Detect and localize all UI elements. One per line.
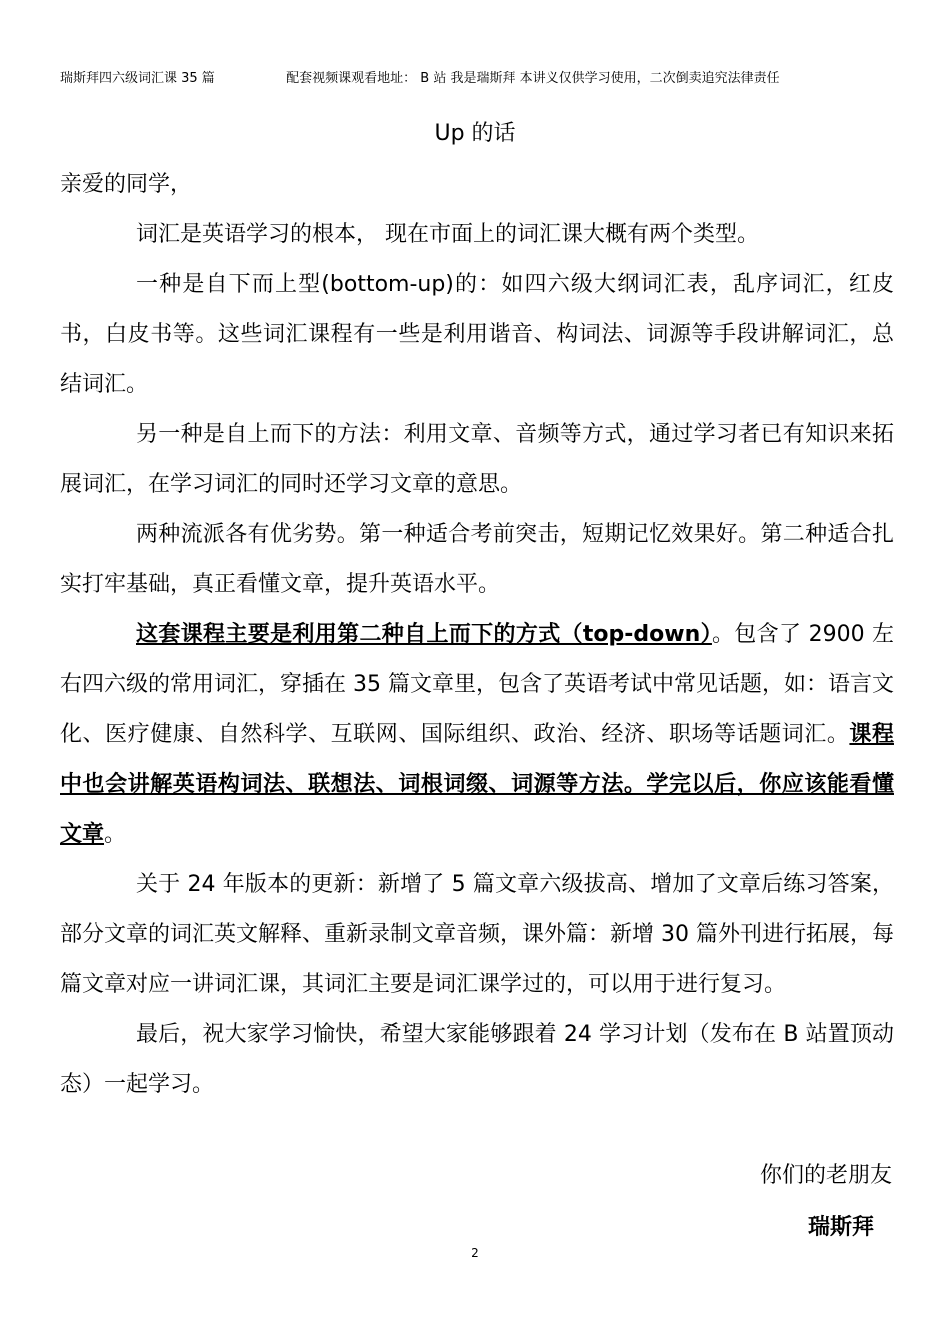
page-header (60, 70, 910, 88)
emphasis-course-outcome: 课程中也会讲解英语构词法、联想法、词根词缀、词源等方法。学完以后，你应该能看懂文章 (60, 722, 894, 847)
paragraph-bottom-up: 一种是自下而上型(bottom-up)的：如四六级大纲词汇表，乱序词汇，红皮书，白皮书等。这些词汇课程有一些是利用谐音、构词法、词源等手段讲解词汇，总结词汇。 (60, 272, 894, 397)
greeting: 亲爱的同学， (60, 172, 193, 197)
paragraph-closing-wish: 最后，祝大家学习愉快，希望大家能够跟着 24 学习计划（发布在 B 站置顶动态）一起学习。 (60, 1022, 894, 1097)
header-course-title: 瑞斯拜四六级词汇课 35 篇 (60, 71, 215, 86)
emphasis-course-method: 这套课程主要是利用第二种自上而下的方式（top-down） (136, 622, 712, 647)
paragraph-intro: 词汇是英语学习的根本， 现在市面上的词汇课大概有两个类型。 (136, 222, 759, 247)
signature-closing: 你们的老朋友 (759, 1163, 892, 1188)
header-notice: 配套视频课观看地址： B 站 我是瑞斯拜 本讲义仅供学习使用，二次倒卖追究法律责任 (286, 71, 780, 86)
course-description-end: 。 (104, 822, 127, 847)
letter-body (60, 160, 894, 1110)
paragraph-top-down: 另一种是自上而下的方法：利用文章、音频等方式，通过学习者已有知识来拓展词汇，在学习词汇的同时还学习文章的意思。 (60, 422, 894, 497)
page-number: 2 (471, 1246, 479, 1260)
paragraph-comparison: 两种流派各有优劣势。第一种适合考前突击，短期记忆效果好。第二种适合扎实打牢基础，真正看懂文章，提升英语水平。 (60, 522, 894, 597)
signature-name: 瑞斯拜 (807, 1215, 874, 1240)
paragraph-course-description (60, 610, 894, 860)
paragraph-update-notes: 关于 24 年版本的更新：新增了 5 篇文章六级拔高、增加了文章后练习答案，部分文章的词汇英文解释、重新录制文章音频，课外篇：新增 30 篇外刊进行拓展，每篇文章对应一讲词汇课，其词汇主要是词汇课学过的，可以用于进行复习。 (60, 872, 894, 997)
course-content-text: 。包含了 2900 左右四六级的常用词汇，穿插在 35 篇文章里，包含了英语考试中常见话题，如：语言文化、医疗健康、自然科学、互联网、国际组织、政治、经济、职场等话题词汇。 (60, 622, 894, 747)
page-title: Up 的话 (434, 121, 516, 146)
